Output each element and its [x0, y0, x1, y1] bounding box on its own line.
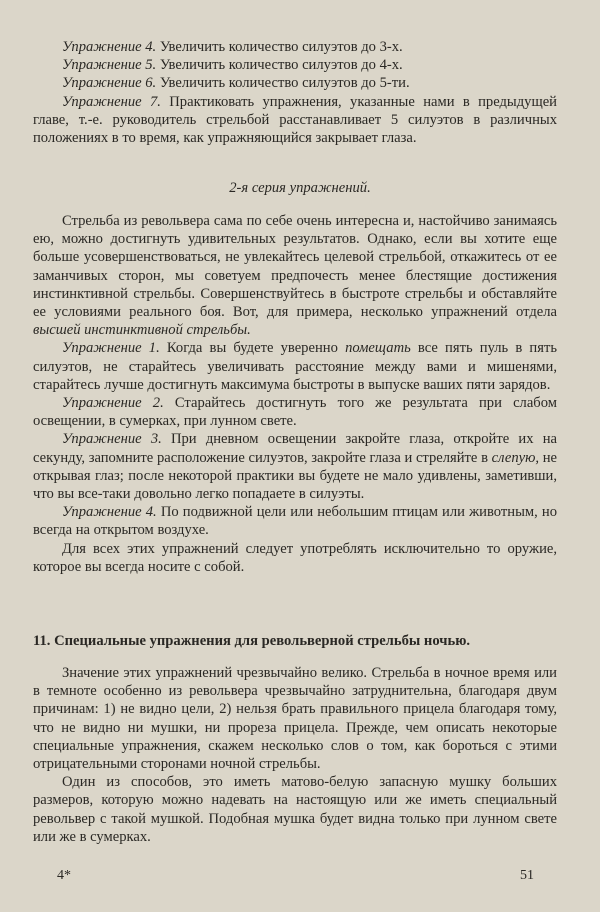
exercise-paragraph	[33, 93, 557, 148]
section-paragraph: Значение этих упражнений чрезвычайно велико. Стрельба в ночное время или в темноте особенно из револьвера чрезвычайно затруднительна, благодаря двум причинам: 1) не видно цели, 2) нельзя брать правильного прицела благодаря тому, что не видно ни мушки, ни прореза прицела. Прежде, чем описать некоторые специальные упражнения, скажем несколько слов о том, как бороться с этими отрицательными сторонами ночной стрельбы.	[33, 665, 557, 773]
exercise-text: Увеличить количество силуэтов до 3-х.	[156, 39, 403, 55]
exercise-text-after: не открывая глаз; после некоторой практики вы будете не мало удивлены, заметивши, что вы все-таки довольно легко попадаете в силуэты.	[33, 449, 558, 503]
exercise-label: Упражнение 6.	[62, 75, 157, 92]
exercise-label: Упражнение 1.	[62, 340, 160, 357]
exercise-paragraph	[33, 503, 557, 539]
exercise-emphasis: слепую,	[491, 449, 540, 466]
series-heading: 2-я серия упражнений.	[229, 180, 371, 196]
exercise-label: Упражнение 5.	[62, 57, 157, 74]
exercise-paragraph	[33, 394, 557, 430]
page-number: 51	[520, 868, 534, 883]
section-heading: 11. Специальные упражнения для револьверной стрельбы ночью.	[33, 633, 471, 649]
exercise-text: Практиковать упражнения, указанные нами в предыдущей главе, т.-е. руководитель стрельбой расстанавливает 5 силуэтов в различных положениях в то время, как упражняющийся закрывает глаза.	[33, 93, 557, 147]
exercise-label: Упражнение 4.	[62, 39, 157, 55]
exercise-text: Старайтесь достигнуть того же результата при слабом освещении, в сумерках, при лунном свете.	[33, 395, 557, 430]
exercise-label: Упражнение 2.	[62, 395, 164, 412]
exercise-label: Упражнение 4.	[62, 504, 157, 521]
signature-mark: 4*	[57, 868, 71, 883]
section-body	[33, 664, 557, 846]
exercise-emphasis: помещать	[345, 340, 411, 357]
exercise-text: По подвижной цели или небольшим птицам или животным, но всегда на открытом воздухе.	[33, 504, 557, 539]
section-paragraph: Один из способов, это иметь матово-белую запасную мушку больших размеров, которую можно надевать на настоящую или же иметь специальный револьвер с такой мушкой. Подобная мушка будет видна только при лунном свете или же в сумерках.	[33, 774, 557, 845]
intro-emphasis: высшей инстинктивной стрельбы.	[33, 322, 251, 339]
closing-paragraph: Для всех этих упражнений следует употреблять исключительно то оружие, которое вы всегда носите с собой.	[33, 540, 557, 575]
series-section	[33, 212, 557, 576]
intro-paragraph	[33, 212, 557, 339]
exercise-text: Увеличить количество силуэтов до 4-х.	[156, 57, 403, 74]
exercise-paragraph	[33, 339, 557, 394]
exercise-paragraph	[33, 38, 557, 56]
exercise-text: При дневном освещении закройте глаза, откройте их на секунду, запомните расположение силуэтов, закройте глаза и стреляйте в	[33, 431, 557, 466]
exercise-paragraph	[33, 74, 557, 92]
exercise-list-top	[33, 38, 557, 147]
exercise-text: Когда вы будете уверенно	[159, 340, 346, 357]
exercise-paragraph	[33, 56, 557, 74]
exercise-text: Увеличить количество силуэтов до 5-ти.	[156, 75, 410, 92]
exercise-text-after: все пять пуль в пять силуэтов, не старайтесь увеличивать расстояние между вами и мишенями, старайтесь лучше достигнуть максимума быстроты в выпуске ваших пяти зарядов.	[33, 340, 557, 393]
intro-text: Стрельба из револьвера сама по себе очень интересна и, настойчиво занимаясь ею, можно достигнуть удивительных результатов. Однако, если вы хотите еще больше усовершенствоваться, не увлекайтесь целевой стрельбой, откажитесь от ее заманчивых сторон, мы советуем предпочесть менее блестящие достижения инстинктивной стрельбы. Совершенствуйтесь в быстроте стрельбы и обставляйте ее условиями реального боя. Вот, для примера, несколько упражнений отдела	[33, 213, 557, 321]
exercise-label: Упражнение 3.	[62, 431, 162, 448]
exercise-label: Упражнение 7.	[62, 93, 161, 110]
exercise-paragraph	[33, 430, 557, 503]
